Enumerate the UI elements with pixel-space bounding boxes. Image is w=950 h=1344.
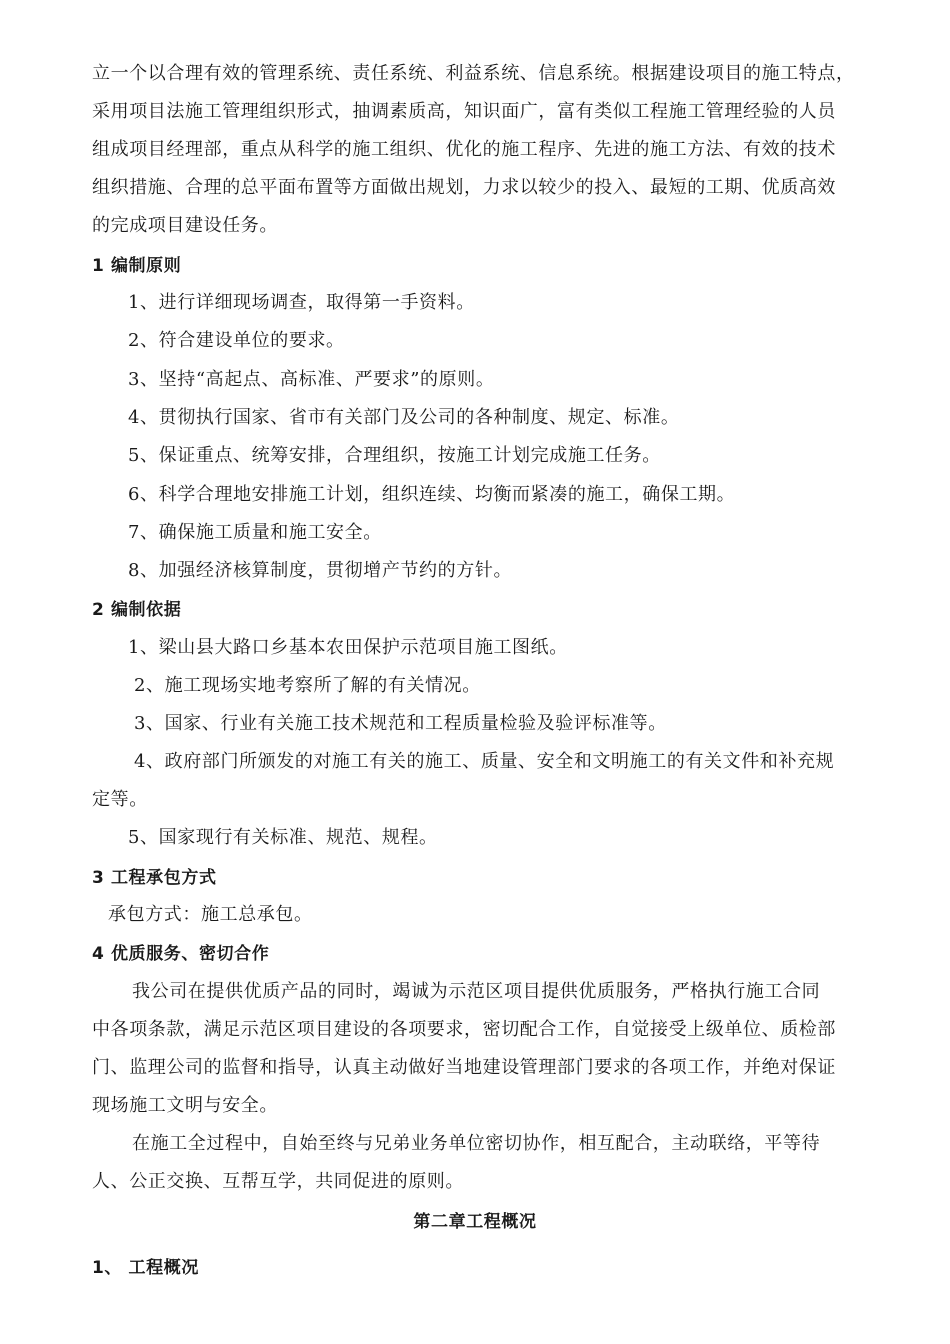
list-item: 5、保证重点、统筹安排，合理组织，按施工计划完成施工任务。 (128, 445, 661, 466)
paragraph-line: 我公司在提供优质产品的同时，竭诚为示范区项目提供优质服务，严格执行施工合同 (132, 981, 821, 1002)
list-item-continuation: 定等。 (92, 789, 148, 810)
list-item: 4、政府部门所颁发的对施工有关的施工、质量、安全和文明施工的有关文件和补充规 (134, 751, 835, 772)
paragraph-line: 人、公正交换、互帮互学，共同促进的原则。 (92, 1171, 464, 1192)
intro-line: 组成项目经理部，重点从科学的施工组织、优化的施工程序、先进的施工方法、有效的技术 (92, 139, 836, 160)
list-item: 1、梁山县大路口乡基本农田保护示范项目施工图纸。 (128, 637, 568, 658)
intro-line: 采用项目法施工管理组织形式，抽调素质高，知识面广，富有类似工程施工管理经验的人员 (92, 101, 836, 122)
intro-line: 的完成项目建设任务。 (92, 215, 278, 236)
list-item: 1、进行详细现场调查，取得第一手资料。 (128, 292, 475, 313)
list-item: 2、符合建设单位的要求。 (128, 330, 345, 351)
paragraph-line: 现场施工文明与安全。 (92, 1095, 278, 1116)
list-item: 3、国家、行业有关施工技术规范和工程质量检验及验评标准等。 (134, 713, 667, 734)
intro-line: 组织措施、合理的总平面布置等方面做出规划，力求以较少的投入、最短的工期、优质高效 (92, 177, 836, 198)
paragraph-line: 中各项条款，满足示范区项目建设的各项要求，密切配合工作，自觉接受上级单位、质检部 (92, 1019, 836, 1040)
paragraph-line: 在施工全过程中，自始至终与兄弟业务单位密切协作，相互配合，主动联络，平等待 (132, 1133, 821, 1154)
section-heading: 4 优质服务、密切合作 (92, 944, 270, 964)
list-item: 5、国家现行有关标准、规范、规程。 (128, 827, 438, 848)
list-item: 6、科学合理地安排施工计划，组织连续、均衡而紧凑的施工，确保工期。 (128, 484, 736, 505)
list-item: 4、贯彻执行国家、省市有关部门及公司的各种制度、规定、标准。 (128, 407, 680, 428)
intro-line: 立一个以合理有效的管理系统、责任系统、利益系统、信息系统。根据建设项目的施工特点， (92, 63, 855, 84)
section-heading: 2 编制依据 (92, 600, 182, 620)
list-item: 8、加强经济核算制度，贯彻增产节约的方针。 (128, 560, 513, 581)
section-heading: 1 编制原则 (92, 256, 182, 276)
list-item: 2、施工现场实地考察所了解的有关情况。 (134, 675, 481, 696)
paragraph-line: 门、监理公司的监督和指导，认真主动做好当地建设管理部门要求的各项工作，并绝对保证 (92, 1057, 836, 1078)
section-heading: 3 工程承包方式 (92, 868, 217, 888)
chapter-title: 第二章工程概况 (413, 1212, 537, 1232)
list-item: 7、确保施工质量和施工安全。 (128, 522, 382, 543)
section-heading: 1、 工程概况 (92, 1258, 199, 1278)
list-item: 3、坚持“高起点、高标准、严要求”的原则。 (128, 369, 495, 390)
contract-text: 承包方式：施工总承包。 (108, 904, 313, 925)
